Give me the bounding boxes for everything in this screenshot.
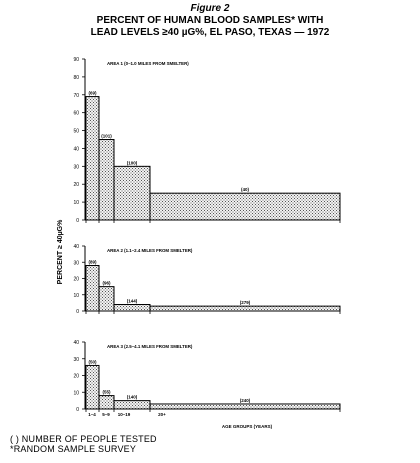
y-tick-label: 40 <box>73 244 79 250</box>
bar <box>99 287 114 311</box>
bar <box>86 266 99 312</box>
y-tick-label: 20 <box>73 276 79 283</box>
bar <box>150 404 340 409</box>
bar-count-label: (100) <box>126 160 138 166</box>
y-tick-label: 10 <box>73 292 79 299</box>
panel-label: AREA 3 (2.5–4.1 MILES FROM SMELTER) <box>107 344 193 349</box>
panel-label: AREA 1 (0–1.0 MILES FROM SMELTER) <box>107 61 189 66</box>
y-tick-label: 20 <box>73 373 79 380</box>
bar-count-label: (279) <box>239 300 251 306</box>
footnote-count-legend: ( ) NUMBER OF PEOPLE TESTED <box>10 434 157 444</box>
panel-label: AREA 2 (1.1–2.4 MILES FROM SMELTER) <box>107 248 193 253</box>
figure-label: Figure 2 <box>190 3 230 14</box>
y-tick-label: 40 <box>73 340 79 346</box>
y-tick-label: 50 <box>73 128 79 135</box>
bar <box>86 365 99 409</box>
y-tick-label: 40 <box>73 146 79 153</box>
bar-count-label: (89) <box>88 259 97 265</box>
bar-count-label: (144) <box>126 298 138 304</box>
bar-count-label: (69) <box>88 90 97 96</box>
y-tick-label: 90 <box>73 57 79 63</box>
bar <box>99 140 114 221</box>
x-axis-title: AGE GROUPS (YEARS) <box>221 424 273 429</box>
x-category-label: 5–9 <box>102 412 110 417</box>
y-tick-label: 30 <box>73 356 79 363</box>
y-tick-label: 0 <box>76 218 79 224</box>
x-category-label: 1–4 <box>88 412 96 417</box>
y-tick-label: 30 <box>73 164 79 171</box>
bar-count-label: (240) <box>239 397 251 403</box>
x-category-label: 10–19 <box>117 412 131 417</box>
bar <box>114 401 150 409</box>
y-tick-label: 30 <box>73 260 79 267</box>
bar-count-label: (140) <box>126 394 138 400</box>
bar <box>114 166 150 220</box>
bar <box>86 97 99 220</box>
bar-count-label: (96) <box>102 280 111 286</box>
bar <box>150 193 340 220</box>
bar <box>150 306 340 311</box>
bar-count-label: (101) <box>101 133 112 139</box>
bar-count-label: (55) <box>102 389 111 395</box>
bar <box>114 305 150 312</box>
x-category-label: 20+ <box>158 412 166 417</box>
bar <box>99 396 114 409</box>
footnotes <box>10 434 157 454</box>
y-tick-label: 20 <box>73 182 79 189</box>
y-tick-label: 80 <box>73 74 79 81</box>
y-tick-label: 60 <box>73 110 79 117</box>
bar-count-label: (50) <box>88 359 97 365</box>
y-tick-label: 10 <box>73 200 79 207</box>
title-line-2: LEAD LEVELS ≥40 µG%, EL PASO, TEXAS — 1972 <box>90 27 330 38</box>
y-tick-label: 10 <box>73 390 79 397</box>
y-tick-label: 70 <box>73 92 79 99</box>
bar-count-label: (40) <box>240 187 250 193</box>
footnote-survey: *RANDOM SAMPLE SURVEY <box>10 444 137 454</box>
title-line-1: PERCENT OF HUMAN BLOOD SAMPLES* WITH <box>96 15 324 26</box>
y-tick-label: 0 <box>76 407 79 413</box>
y-axis-title: PERCENT ≥ 40µG% <box>57 219 64 285</box>
y-tick-label: 0 <box>76 309 79 315</box>
